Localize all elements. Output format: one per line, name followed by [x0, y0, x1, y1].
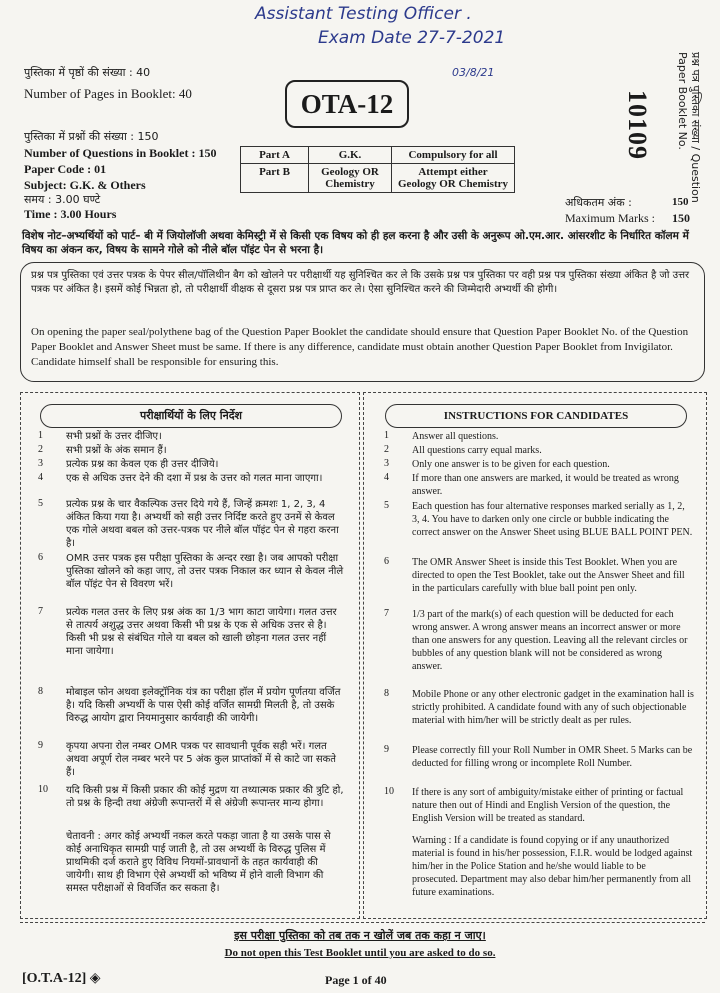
part-cell: Part A — [241, 147, 309, 164]
list-item: Each question has four alternative responses marked serially as 1, 2, 3, 4. You have to darken only one circle or bubble indicating the correct answer on the Answer Sheet using BLUE BALL POINT PEN. — [412, 501, 693, 538]
page-number: Page 1 of 40 — [325, 973, 387, 987]
notice-hindi: प्रश्न पत्र पुस्तिका एवं उत्तर पत्रक के पेपर सील/पॉलिथीन बैग को खोलने पर परीक्षार्थी यह सुनिश्चित कर ले कि उसके प्रश्न पत्र पुस्तिका पर वही प्रश्न पत्र पुस्तिका संख्या अंकित है जो उत्तर पत्रक पर अंकित है। इसमें कोई भिन्नता हो, तो परीक्षार्थी वीक्षक से दूसरा प्रश्न पत्र प्राप्त कर ले। ऐसा सुनिश्चित करने की जिम्मेदारी अभ्यर्थी की होगी। — [31, 270, 690, 295]
pages-en: Number of Pages in Booklet: 40 — [24, 86, 192, 101]
list-item-number: 4 — [38, 472, 43, 483]
paper-code: Paper Code : 01 — [24, 162, 107, 176]
list-item-number: 9 — [38, 740, 43, 751]
list-item-number: 6 — [384, 556, 389, 567]
list-item-number: 3 — [38, 458, 43, 469]
booklet-no-label: प्रश्न पत्र पुस्तिका संख्या / Question Paper Booklet No. — [676, 52, 702, 203]
list-item: OMR उत्तर पत्रक इस परीक्षा पुस्तिका के अन्दर रखा है। जब आपको परीक्षा पुस्तिका खोलने को कहा जाए, तो उत्तर पत्रक निकाल कर ध्यान से केवल नीले बॉल पॉइंट पेन से विवरण भरें। — [66, 553, 344, 590]
parts-table — [240, 146, 515, 193]
do-not-open-english: Do not open this Test Booklet until you are asked to do so. — [224, 947, 496, 959]
max-marks-hi: अधिकतम अंक : — [565, 196, 632, 209]
do-not-open-hindi: इस परीक्षा पुस्तिका को तब तक न खोलें जब तक कहा न जाए। — [234, 929, 486, 942]
list-item: Only one answer is to be given for each question. — [412, 459, 610, 470]
subject-cell: G.K. — [309, 147, 392, 164]
list-item: The OMR Answer Sheet is inside this Test Booklet. When you are directed to open the Test Booklet, take out the Answer Sheet and fill in the particulars carefully with blue ball point pen only. — [412, 557, 685, 594]
warning-text: Warning : If a candidate is found copying or if any unauthorized material is found in his/her possession, F.I.R. would be lodged against him/her in the Police Station and he/she would liable to be prosecuted. Department may also debar him/her permanently from all future examinations. — [412, 835, 693, 898]
list-item: यदि किसी प्रश्न में किसी प्रकार की कोई मुद्रण या तथ्यात्मक प्रकार की त्रुटि हो, तो प्रश्न के हिन्दी तथा अंग्रेजी रूपान्तरों में से अंग्रेजी रूपान्तर मान्य होगा। — [66, 785, 344, 809]
list-item: प्रत्येक प्रश्न का केवल एक ही उत्तर दीजिये। — [66, 459, 219, 470]
instructions-hindi-heading: परीक्षार्थियों के लिए निर्देश — [40, 404, 342, 428]
list-item-number: 5 — [38, 498, 43, 509]
booklet-number: 10109 — [623, 90, 652, 160]
handwritten-title: Assistant Testing Officer . — [255, 4, 472, 24]
list-item: If there is any sort of ambiguity/mistake either of printing or factual nature then out of Hindi and English Version of the question, the English Version will be treated as standard. — [412, 787, 684, 824]
max-marks-hi-value: 150 — [672, 196, 689, 208]
list-item-number: 8 — [384, 688, 389, 699]
max-marks-en-value: 150 — [672, 211, 690, 225]
instructions-english-heading: INSTRUCTIONS FOR CANDIDATES — [385, 404, 687, 428]
list-item-number: 2 — [384, 444, 389, 455]
notice-box — [20, 262, 705, 382]
diamond-icon: ◈ — [89, 971, 101, 986]
subject: Subject: G.K. & Others — [24, 178, 146, 192]
note-cell: Compulsory for all — [392, 147, 515, 164]
list-item: Answer all questions. — [412, 431, 499, 442]
list-item: मोबाइल फोन अथवा इलेक्ट्रॉनिक यंत्र का परीक्षा हॉल में प्रयोग पूर्णतया वर्जित है। यदि किसी अभ्यर्थी के पास ऐसी कोई वर्जित सामग्री मिलती है, तो उसके विरुद्ध आयोग द्वारा नियमानुसार कार्यवाही की जायेगी। — [66, 687, 341, 724]
questions-en: Number of Questions in Booklet : 150 — [24, 146, 217, 160]
list-item: प्रत्येक प्रश्न के चार वैकल्पिक उत्तर दिये गये हैं, जिन्हें क्रमशः 1, 2, 3, 4 अंकित किया गया है। अभ्यर्थी को सही उत्तर निर्दिष्ट करते हुए उनमें से केवल एक गोले अथवा बबल को उत्तर-पत्रक पर नीले बॉल पॉइंट पेन से गहरा करना है। — [66, 499, 339, 549]
list-item-number: 6 — [38, 552, 43, 563]
special-note: विशेष नोट–अभ्यर्थियों को पार्ट– बी में जियोलॉजी अथवा केमिस्ट्री में से किसी एक विषय को ही हल करना है और उसी के अनुरूप ओ.एम.आर. आंसरशीट के निर्धारित कॉलम में विषय का अंकन कर, विषय के सामने गोले को नीले बॉल पॉइंट पेन से भरना है। — [22, 230, 689, 256]
table-row — [241, 164, 515, 193]
list-item-number: 9 — [384, 744, 389, 755]
list-item-number: 7 — [38, 606, 43, 617]
list-item-number: 5 — [384, 500, 389, 511]
list-item: प्रत्येक गलत उत्तर के लिए प्रश्न अंक का 1/3 भाग काटा जायेगा। गलत उत्तर से तात्पर्य अशुद्ध उत्तर अथवा किसी भी प्रश्न के एक से अधिक उत्तर से है। किसी भी प्रश्न से संबंधित गोले या बबल को खाली छोड़ना गलत उत्तर नहीं माना जायेगा। — [66, 607, 337, 657]
list-item: सभी प्रश्नों के उत्तर दीजिए। — [66, 431, 162, 442]
list-item: Mobile Phone or any other electronic gadget in the examination hall is strictly prohibited. A candidate found with any of such objectionable material with him/her will be strictly dealt as per rules. — [412, 689, 694, 726]
table-row — [241, 147, 515, 164]
paper-title: OTA-12 — [285, 80, 409, 128]
list-item-number: 3 — [384, 458, 389, 469]
list-item: एक से अधिक उत्तर देने की दशा में प्रश्न के उत्तर को गलत माना जाएगा। — [66, 473, 323, 484]
list-item-number: 1 — [38, 430, 43, 441]
subject-cell: Geology OR Chemistry — [309, 164, 392, 193]
notice-english: On opening the paper seal/polythene bag of the Question Paper Booklet the candidate should ensure that Question Paper Booklet No. of the Question Paper Booklet and Answer Sheet must be same. If there is any difference, candidate must obtain another Question Paper Booklet from Invigilator. Candidate himself shall be responsible for ensuring this. — [31, 326, 689, 368]
part-cell: Part B — [241, 164, 309, 193]
list-item-number: 8 — [38, 686, 43, 697]
handwritten-exam-date: Exam Date 27-7-2021 — [318, 28, 506, 48]
list-item-number: 10 — [384, 786, 394, 797]
list-item-number: 7 — [384, 608, 389, 619]
list-item: All questions carry equal marks. — [412, 445, 542, 456]
list-item: सभी प्रश्नों के अंक समान हैं। — [66, 445, 167, 456]
pages-hi: पुस्तिका में पृष्ठों की संख्या : 40 — [24, 66, 151, 79]
list-item: 1/3 part of the mark(s) of each question will be deducted for each wrong answer. A wrong answer means an incorrect answer or more than one answers for any question. Leaving all the relevant circles or bubbles of any question blank will not be considered as wrong answer. — [412, 609, 688, 672]
paper-code-text: [O.T.A-12] — [22, 971, 87, 986]
questions-hi: पुस्तिका में प्रश्नों की संख्या : 150 — [24, 130, 159, 143]
warning-text: चेतावनी : अगर कोई अभ्यर्थी नकल करते पकड़ा जाता है या उसके पास से कोई अनाधिकृत सामग्री पाई जाती है, तो उस अभ्यर्थी के विरुद्ध पुलिस में प्राथमिकी दर्ज कराते हुए विविध नियमों-प्रावधानों के तहत कार्यवाही की जायेगी। साथ ही विभाग ऐसे अभ्यर्थी को भविष्य में होने वाली विभाग की समस्त परीक्षाओं से विवर्जित कर सकता है। — [66, 831, 331, 894]
list-item: If more than one answers are marked, it would be treated as wrong answer. — [412, 473, 679, 497]
handwritten-initials: 03/8/21 — [452, 66, 495, 79]
paper-code-footer — [22, 970, 101, 987]
note-cell: Attempt either Geology OR Chemistry — [392, 164, 515, 193]
list-item: कृपया अपना रोल नम्बर OMR पत्रक पर सावधानी पूर्वक सही भरें। गलत अथवा अपूर्ण रोल नम्बर भरने पर 5 अंक कुल प्राप्तांकों में से काटे जा सकते हैं। — [66, 741, 336, 778]
list-item: Please correctly fill your Roll Number in OMR Sheet. 5 Marks can be deducted for filling wrong or incomplete Roll Number. — [412, 745, 693, 769]
time-en: Time : 3.00 Hours — [24, 207, 117, 221]
list-item-number: 1 — [384, 430, 389, 441]
list-item-number: 4 — [384, 472, 389, 483]
list-item-number: 10 — [38, 784, 48, 795]
list-item-number: 2 — [38, 444, 43, 455]
time-hi: समय : 3.00 घण्टे — [24, 193, 101, 206]
max-marks-en: Maximum Marks : — [565, 211, 655, 225]
footer-divider — [20, 922, 705, 923]
